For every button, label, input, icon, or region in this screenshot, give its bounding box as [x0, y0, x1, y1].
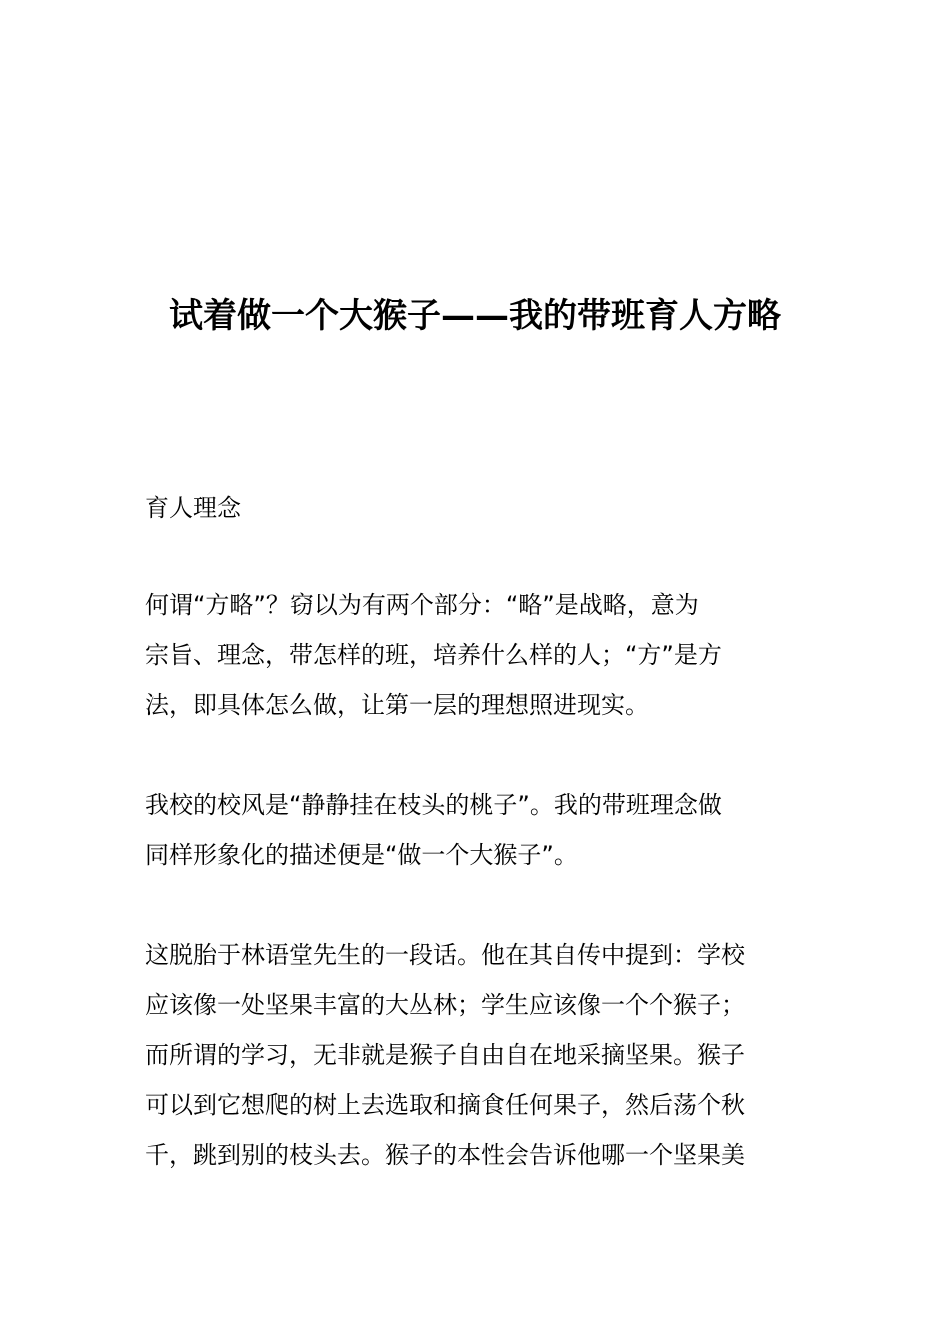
paragraph-line: 法，即具体怎么做，让第一层的理想照进现实。: [145, 691, 649, 719]
paragraph-2: [145, 780, 810, 880]
document-title: 试着做一个大猴子——我的带班育人方略: [169, 296, 781, 336]
paragraph-line: 宗旨、理念，带怎样的班，培养什么样的人；“方”是方: [145, 641, 722, 669]
paragraph-line: 这脱胎于林语堂先生的一段话。他在其自传中提到：学校: [145, 941, 745, 969]
paragraph-line: 应该像一处坚果丰富的大丛林；学生应该像一个个猴子；: [145, 991, 745, 1019]
paragraph-1: [145, 580, 810, 730]
paragraph-line: 可以到它想爬的树上去选取和摘食任何果子，然后荡个秋: [145, 1091, 745, 1119]
paragraph-line: 千，跳到别的枝头去。猴子的本性会告诉他哪一个坚果美: [145, 1141, 745, 1169]
paragraph-line: 我校的校风是“静静挂在枝头的桃子”。我的带班理念做: [145, 791, 722, 819]
paragraph-line: 同样形象化的描述便是“做一个大猴子”。: [145, 841, 578, 869]
paragraph-line: 而所谓的学习，无非就是猴子自由自在地采摘坚果。猴子: [145, 1041, 745, 1069]
section-heading: 育人理念: [145, 494, 241, 522]
paragraph-line: 何谓“方略”？窃以为有两个部分：“略”是战略，意为: [145, 591, 699, 619]
paragraph-3: [145, 930, 810, 1180]
